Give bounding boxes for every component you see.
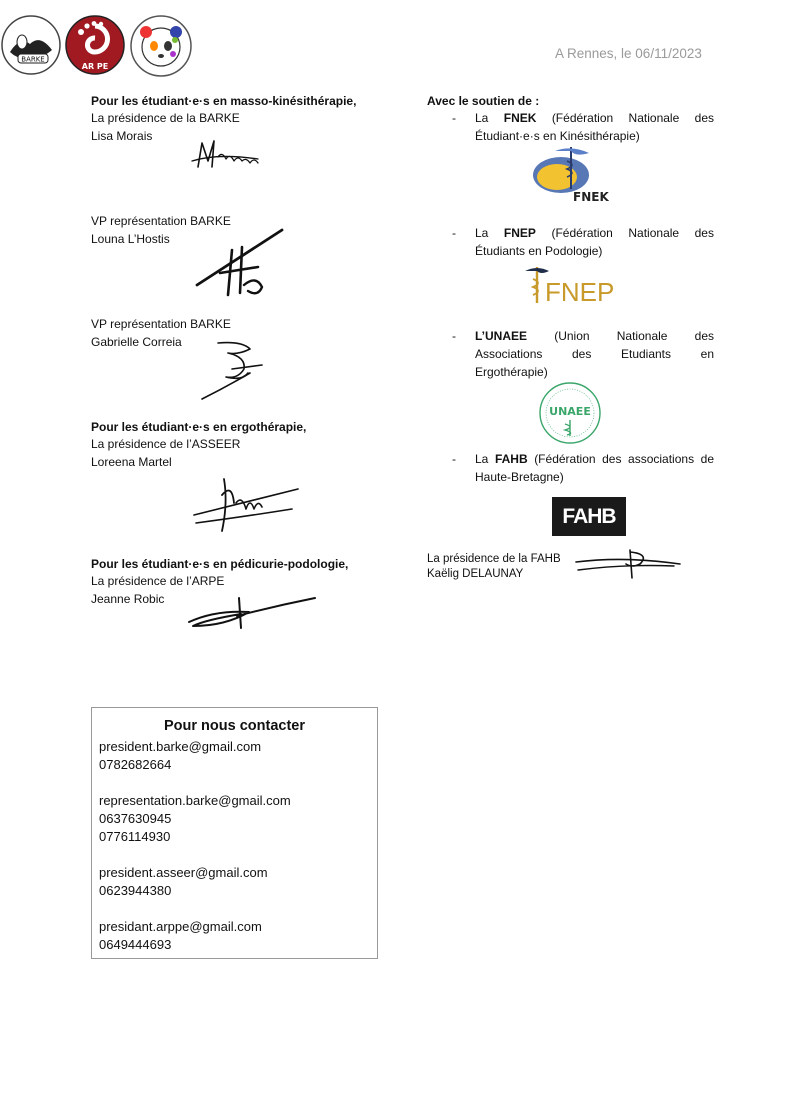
fnep-logo xyxy=(523,263,615,307)
unaee-desc2: Associations des Etudiants en xyxy=(475,347,714,361)
unaee-acronym: L’UNAEE xyxy=(475,329,528,343)
contact-email-arppe[interactable]: presidant.arppe@gmail.com xyxy=(99,919,262,934)
fahb-desc1: (Fédération des associations de xyxy=(534,452,714,466)
contact-phone-representation-2: 0776114930 xyxy=(99,829,171,844)
fahb-prefix: La xyxy=(475,452,489,466)
fahb-desc2: Haute-Bretagne) xyxy=(475,470,564,484)
unaee-bullet: - xyxy=(452,329,456,343)
kine-name: Lisa Morais xyxy=(91,129,153,143)
kine-heading: Pour les étudiant·e·s en masso-kinésithérapie, xyxy=(91,94,357,108)
fnek-logo xyxy=(531,143,611,203)
contact-phone-representation-1: 0637630945 xyxy=(99,811,172,826)
fahb-logo: FAHB xyxy=(552,497,626,536)
signature-kaelig-delaunay xyxy=(574,546,684,580)
fnep-bullet: - xyxy=(452,226,456,240)
fnek-desc2: Étudiant·e·s en Kinésithérapie) xyxy=(475,129,640,143)
fahb-sign-role: La présidence de la FAHB xyxy=(427,553,561,565)
unaee-desc3: Ergothérapie) xyxy=(475,365,548,379)
ergo-role: La présidence de l’ASSEER xyxy=(91,437,241,451)
fnep-desc2: Étudiants en Podologie) xyxy=(475,244,603,258)
contact-email-representation[interactable]: representation.barke@gmail.com xyxy=(99,793,291,808)
arpe-logo xyxy=(64,14,126,76)
contact-email-asseer[interactable]: president.asseer@gmail.com xyxy=(99,865,268,880)
kine-role: La présidence de la BARKE xyxy=(91,111,240,125)
signature-loreena-martel xyxy=(192,473,302,535)
fnek-acronym: FNEK xyxy=(503,111,537,125)
contact-title: Pour nous contacter xyxy=(164,718,305,734)
contact-phone-barke: 0782682664 xyxy=(99,757,172,772)
vp2-name: Gabrielle Correia xyxy=(91,335,182,349)
fnek-desc1: (Fédération Nationale des xyxy=(551,111,714,125)
svg-text:AR PE: AR PE xyxy=(81,62,109,71)
fnep-prefix: La xyxy=(475,226,489,240)
svg-text:FNEK: FNEK xyxy=(573,190,609,203)
contact-box xyxy=(91,707,378,959)
podo-heading: Pour les étudiant·e·s en pédicurie-podologie, xyxy=(91,557,349,571)
support-heading: Avec le soutien de : xyxy=(427,94,540,108)
contact-phone-asseer: 0623944380 xyxy=(99,883,172,898)
fnek-bullet: - xyxy=(452,111,456,125)
fnep-desc1: (Fédération Nationale des xyxy=(551,226,714,240)
fahb-acronym: FAHB xyxy=(494,452,528,466)
signature-gabrielle-correia xyxy=(198,335,273,403)
podo-name: Jeanne Robic xyxy=(91,592,165,606)
signature-louna-lhostis xyxy=(192,225,287,300)
svg-text:FNEP: FNEP xyxy=(545,277,615,307)
fahb-paragraph xyxy=(475,450,714,486)
vp1-role: VP représentation BARKE xyxy=(91,214,231,228)
date-line: A Rennes, le 06/11/2023 xyxy=(555,46,702,61)
fnek-paragraph xyxy=(475,109,714,145)
vp2-role: VP représentation BARKE xyxy=(91,317,231,331)
fnek-prefix: La xyxy=(475,111,489,125)
fahb-sign-name: Kaëlig DELAUNAY xyxy=(427,568,524,580)
vp1-name: Louna L’Hostis xyxy=(91,232,170,246)
signature-jeanne-robic xyxy=(185,592,320,632)
podo-role: La présidence de l’ARPE xyxy=(91,574,225,588)
ergo-heading: Pour les étudiant·e·s en ergothérapie, xyxy=(91,420,307,434)
fahb-bullet: - xyxy=(452,452,456,466)
contact-phone-arppe: 0649444693 xyxy=(99,937,172,952)
ergo-name: Loreena Martel xyxy=(91,455,172,469)
fnep-acronym: FNEP xyxy=(503,226,536,240)
contact-email-barke[interactable]: president.barke@gmail.com xyxy=(99,739,262,754)
svg-text:BARKE: BARKE xyxy=(21,55,45,64)
svg-text:UNAEE: UNAEE xyxy=(549,405,591,418)
unaee-desc1: (Union Nationale des xyxy=(554,329,714,343)
asseer-logo xyxy=(129,14,191,76)
unaee-logo xyxy=(537,380,603,446)
unaee-paragraph xyxy=(475,327,714,381)
fnep-paragraph xyxy=(475,224,714,260)
signature-lisa-morais xyxy=(188,135,263,175)
barke-logo xyxy=(0,14,62,76)
